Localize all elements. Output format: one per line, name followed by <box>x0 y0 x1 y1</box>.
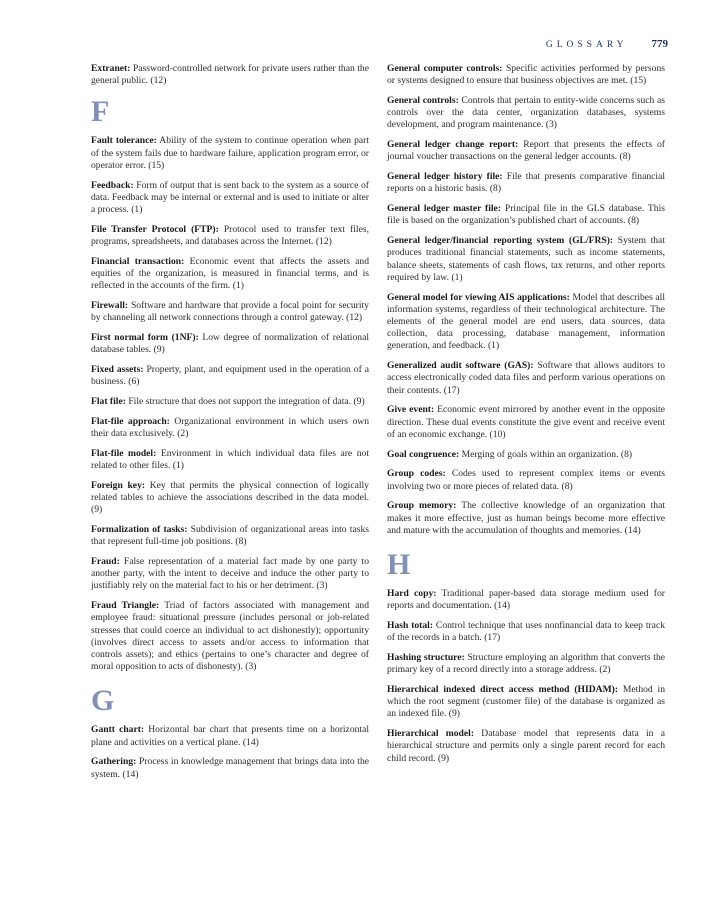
glossary-definition: Traditional paper-based data storage medium used for reports and documentation. (14) <box>387 588 665 612</box>
glossary-entry-generalized-audit-software-gas <box>387 360 665 397</box>
glossary-term: Hard copy: <box>387 588 437 600</box>
glossary-definition: Software and hardware that provide a focal point for security by channeling all network connections through a control gateway. (12) <box>91 300 369 324</box>
glossary-term: Hash total: <box>387 620 434 632</box>
glossary-definition: Ability of the system to continue operation when part of the system fails due to hardware failure, application program error, or operator error. (15) <box>91 135 369 171</box>
glossary-term: Fixed assets: <box>91 364 144 376</box>
glossary-entry-hashing-structure <box>387 652 665 676</box>
glossary-definition: Low degree of normalization of relational database tables. (9) <box>91 332 369 356</box>
glossary-entry-group-memory <box>387 500 665 537</box>
glossary-entry-flat-file <box>91 396 369 408</box>
glossary-entry-firewall <box>91 300 369 324</box>
glossary-definition: File that presents comparative financial reports on a historic basis. (8) <box>387 171 666 195</box>
glossary-term: Gathering: <box>91 756 137 768</box>
section-letter-h: H <box>387 548 411 582</box>
page-number: 779 <box>651 38 668 50</box>
glossary-entry-give-event <box>387 404 665 441</box>
glossary-term: General computer controls: <box>387 63 503 74</box>
glossary-term: Goal congruence: <box>387 448 460 460</box>
glossary-term: General ledger history file: <box>387 171 503 183</box>
glossary-entry-hard-copy <box>387 588 665 612</box>
glossary-entry-extranet <box>91 63 369 87</box>
glossary-definition: File structure that does not support the integration of data. (9) <box>128 396 365 408</box>
glossary-entry-general-ledger-history-file <box>387 171 665 195</box>
glossary-entry-hierarchical-model <box>387 728 665 765</box>
glossary-term: Fault tolerance: <box>91 135 157 147</box>
glossary-entry-general-model-for-viewing-ais-applications <box>387 292 665 353</box>
glossary-entry-hash-total <box>387 620 665 644</box>
glossary-term: Feedback: <box>91 179 134 191</box>
glossary-term: General ledger change report: <box>387 139 519 151</box>
glossary-definition: Economic event mirrored by another event in the opposite direction. These dual events constitute the give event and receive event of an economic exchange. (10) <box>387 404 665 440</box>
glossary-definition: Structure employing an algorithm that converts the primary key of a record directly into a storage address. (2) <box>387 652 666 676</box>
glossary-definition: Horizontal bar chart that presents time on a horizontal plane and activities on a vertical plane. (14) <box>91 724 370 748</box>
glossary-term: File Transfer Protocol (FTP): <box>91 223 219 235</box>
section-letter-g: G <box>91 684 115 718</box>
glossary-definition: Economic event that affects the assets and equities of the organization, is measured in financial terms, and is reflected in the accounts of the firm. (1) <box>91 255 370 292</box>
glossary-definition: Triad of factors associated with management and employee fraud: situational pressure (includes personal or job-related stresses that could coerce an individual to act dishonestly); opportunity (involves direct access to assets and/or access to information that controls assets); and ethics (pertains to one’s character and degree of moral opposition to acts of dishonesty). (3) <box>91 600 369 673</box>
glossary-term: First normal form (1NF): <box>91 332 199 344</box>
glossary-definition: False representation of a material fact made by one party to another party, with the intent to deceive and induce the other party to justifiably rely on the material fact to his or her detriment. (3) <box>91 556 369 592</box>
glossary-entry-flat-file-model <box>91 448 369 472</box>
glossary-term: Flat file: <box>91 396 126 408</box>
glossary-definition: Software that allows auditors to access electronically coded data files and perform various operations on their contents. (17) <box>387 360 665 396</box>
glossary-term: Fraud: <box>91 556 120 568</box>
glossary-term: Hashing structure: <box>387 652 465 664</box>
glossary-entry-gathering <box>91 756 369 780</box>
glossary-definition: Password-controlled network for private users rather than the general public. (12) <box>91 63 369 87</box>
glossary-entry-fixed-assets <box>91 364 369 388</box>
glossary-definition: Form of output that is sent back to the system as a source of data. Feedback may be internal or external and is used to initiate or alter a process. (1) <box>91 179 369 216</box>
glossary-entry-general-ledger-financial-reporting-system-gl-frs <box>387 235 665 284</box>
glossary-term: Generalized audit software (GAS): <box>387 360 534 372</box>
glossary-term: Flat-file approach: <box>91 415 170 427</box>
glossary-term: General ledger/financial reporting system (GL/FRS): <box>387 235 614 247</box>
glossary-definition: Database model that represents data in a hierarchical structure and permits only a single parent record for each child record. (9) <box>387 728 665 764</box>
glossary-definition: System that produces traditional financial statements, such as income statements, balance sheets, statements of cash flows, tax returns, and other reports required by law. (1) <box>387 235 665 283</box>
glossary-definition: The collective knowledge of an organization that makes it more effective, just as human beings become more effective and mature with the accumulation of thoughts and memories. (14) <box>387 500 665 536</box>
glossary-definition: Principal file in the GLS database. This file is based on the organization’s published chart of accounts. (8) <box>387 203 665 227</box>
glossary-entry-gantt-chart <box>91 724 369 748</box>
running-head-title: GLOSSARY <box>545 40 628 50</box>
glossary-entry-group-codes <box>387 468 665 492</box>
glossary-entry-general-ledger-master-file <box>387 203 665 227</box>
glossary-entry-fraud <box>91 556 369 593</box>
glossary-definition: Controls that pertain to entity-wide concerns such as controls over the data center, organization databases, systems development, and program maintenance. (3) <box>387 95 665 131</box>
glossary-term: Extranet: <box>91 63 131 74</box>
glossary-entry-formalization-of-tasks <box>91 524 369 548</box>
glossary-entry-goal-congruence <box>387 449 665 461</box>
glossary-term: Hierarchical model: <box>387 728 475 740</box>
glossary-term: Fraud Triangle: <box>91 600 160 612</box>
glossary-term: Firewall: <box>91 300 129 312</box>
glossary-entry-general-ledger-change-report <box>387 139 665 163</box>
glossary-definition: Environment in which individual data files are not related to other files. (1) <box>91 447 369 472</box>
glossary-entry-file-transfer-protocol-ftp <box>91 224 369 248</box>
page-header <box>0 34 668 52</box>
glossary-definition: Subdivision of organizational areas into tasks that represent full-time job positions. (8) <box>91 524 369 548</box>
glossary-entry-feedback <box>91 180 369 217</box>
glossary-definition: Merging of goals within an organization. (8) <box>461 448 633 460</box>
glossary-entry-first-normal-form-1nf <box>91 332 369 356</box>
glossary-definition: Protocol used to transfer text files, programs, spreadsheets, and databases across the Internet. (12) <box>91 223 369 248</box>
glossary-term: Group codes: <box>387 468 446 480</box>
left-column <box>91 63 369 788</box>
glossary-definition: Control technique that uses nonfinancial data to keep track of the records in a batch. (17) <box>387 620 666 644</box>
glossary-term: Foreign key: <box>91 479 146 491</box>
glossary-definition: Organizational environment in which users own their data exclusively. (2) <box>91 415 369 440</box>
glossary-term: Give event: <box>387 404 435 416</box>
glossary-entry-financial-transaction <box>91 256 369 293</box>
glossary-definition: Model that describes all information systems, regardless of their technological architecture. The elements of the general model are end users, data sources, data collection, data processing, database management, information generation, and feedback. (1) <box>387 291 665 352</box>
glossary-entry-fault-tolerance <box>91 135 369 172</box>
glossary-entry-general-computer-controls <box>387 63 665 87</box>
glossary-entry-foreign-key <box>91 480 369 517</box>
glossary-term: Group memory: <box>387 500 457 512</box>
glossary-definition: Report that presents the effects of journal voucher transactions on the general ledger accounts. (8) <box>387 139 666 163</box>
glossary-definition: Property, plant, and equipment used in the operation of a business. (6) <box>91 364 369 388</box>
glossary-entry-fraud-triangle <box>91 600 369 673</box>
glossary-entry-general-controls <box>387 95 665 132</box>
glossary-term: Gantt chart: <box>91 724 145 736</box>
glossary-term: Formalization of tasks: <box>91 524 188 536</box>
glossary-term: Flat-file model: <box>91 447 157 459</box>
glossary-definition: Key that permits the physical connection of logically related tables to achieve the associations described in the data model. (9) <box>91 479 369 516</box>
glossary-term: Financial transaction: <box>91 255 185 267</box>
glossary-entry-flat-file-approach <box>91 416 369 440</box>
glossary-definition: Specific activities performed by persons or systems designed to ensure that business objectives are met. (15) <box>387 63 665 87</box>
glossary-term: Hierarchical indexed direct access method (HIDAM): <box>387 684 619 696</box>
glossary-definition: Method in which the root segment (customer file) of the database is organized as an indexed file. (9) <box>387 684 665 720</box>
glossary-entry-hierarchical-indexed-direct-access-method-hidam <box>387 684 665 721</box>
glossary-term: General model for viewing AIS applications: <box>387 291 570 303</box>
section-letter-f: F <box>91 95 110 129</box>
glossary-term: General ledger master file: <box>387 203 502 215</box>
glossary-term: General controls: <box>387 95 459 106</box>
right-column <box>387 63 665 772</box>
glossary-definition: Codes used to represent complex items or events involving two or more pieces of related data. (8) <box>387 468 665 492</box>
glossary-definition: Process in knowledge management that brings data into the system. (14) <box>91 756 370 780</box>
